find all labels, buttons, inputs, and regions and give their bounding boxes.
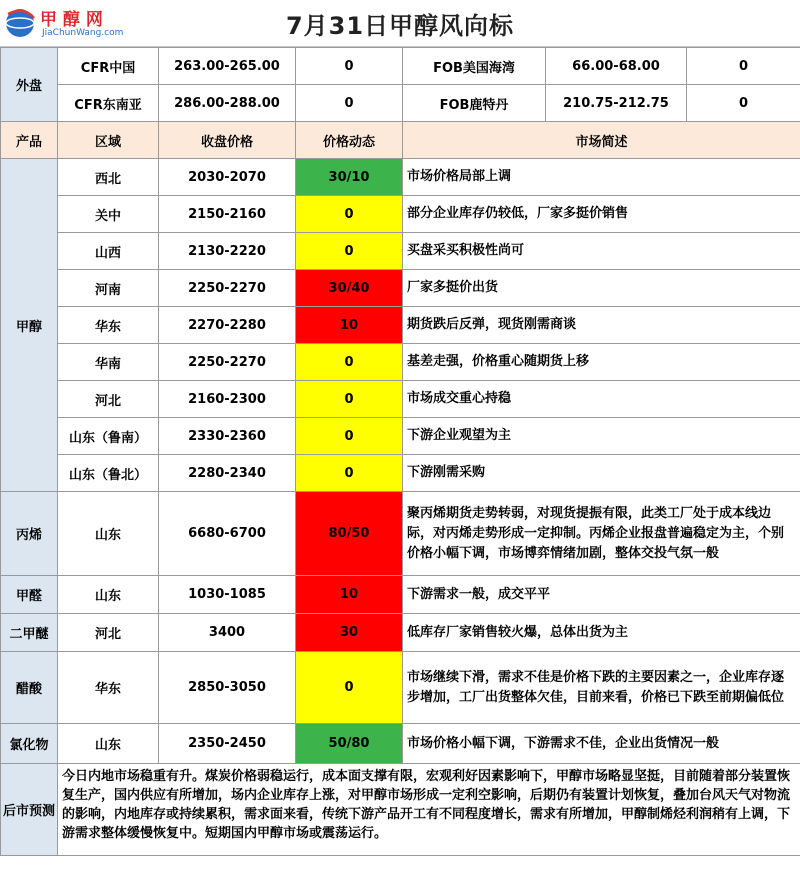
- market-description: 聚丙烯期货走势转弱，对现货提振有限，此类工厂处于成本线边际，对丙烯走势形成一定抑制。丙烯企业报盘普遍稳定为主，个别价格小幅下调，市场博弈情绪加剧，整体交投气氛一般: [403, 492, 800, 576]
- market-description: 下游企业观望为主: [403, 418, 800, 455]
- market-description: 市场价格局部上调: [403, 159, 800, 196]
- header-region: 区域: [58, 122, 159, 159]
- forecast-label: 后市预测: [1, 764, 58, 856]
- region: 河南: [58, 270, 159, 307]
- price-change: 30: [296, 614, 403, 652]
- region: 河北: [58, 381, 159, 418]
- region: 华南: [58, 344, 159, 381]
- closing-price: 3400: [159, 614, 296, 652]
- market-description: 下游刚需采购: [403, 455, 800, 492]
- closing-price: 2330-2360: [159, 418, 296, 455]
- price-change: 0: [296, 196, 403, 233]
- product-label: 二甲醚: [1, 614, 58, 652]
- forecast-row: [1, 764, 800, 856]
- price-change: 30/40: [296, 270, 403, 307]
- product-label: 甲醛: [1, 576, 58, 614]
- market-change: 0: [296, 48, 403, 85]
- price-change: 0: [296, 381, 403, 418]
- region: 华东: [58, 652, 159, 724]
- methanol-row: [1, 418, 800, 455]
- price-change: 80/50: [296, 492, 403, 576]
- closing-price: 1030-1085: [159, 576, 296, 614]
- header-price: 收盘价格: [159, 122, 296, 159]
- market-price: 286.00-288.00: [159, 85, 296, 122]
- price-change: 10: [296, 576, 403, 614]
- market-change: 0: [687, 85, 800, 122]
- region: 山东: [58, 724, 159, 764]
- closing-price: 2130-2220: [159, 233, 296, 270]
- market-description: 厂家多挺价出货: [403, 270, 800, 307]
- table-header-row: [1, 122, 800, 159]
- closing-price: 2250-2270: [159, 344, 296, 381]
- market-name: FOB美国海湾: [403, 48, 546, 85]
- product-row: [1, 614, 800, 652]
- region: 关中: [58, 196, 159, 233]
- methanol-row: [1, 344, 800, 381]
- closing-price: 2250-2270: [159, 270, 296, 307]
- external-market-row: [1, 85, 800, 122]
- page-title: 7月31日甲醇风向标: [285, 12, 515, 40]
- price-change: 30/10: [296, 159, 403, 196]
- market-description: 市场成交重心持稳: [403, 381, 800, 418]
- closing-price: 2160-2300: [159, 381, 296, 418]
- region: 西北: [58, 159, 159, 196]
- region: 华东: [58, 307, 159, 344]
- product-label: 氯化物: [1, 724, 58, 764]
- market-price: 210.75-212.75: [546, 85, 687, 122]
- page-header: [0, 0, 800, 47]
- header-product: 产品: [1, 122, 58, 159]
- market-name: FOB鹿特丹: [403, 85, 546, 122]
- product-row: [1, 492, 800, 576]
- closing-price: 2280-2340: [159, 455, 296, 492]
- price-change: 0: [296, 418, 403, 455]
- region: 山西: [58, 233, 159, 270]
- market-description: 市场价格小幅下调，下游需求不佳，企业出货情况一般: [403, 724, 800, 764]
- closing-price: 2350-2450: [159, 724, 296, 764]
- forecast-text: 今日内地市场稳重有升。煤炭价格弱稳运行，成本面支撑有限，宏观利好因素影响下，甲醇市场略显坚挺，目前随着部分装置恢复生产，国内供应有所增加，场内企业库存上涨，对甲醇市场形成一定利空影响，后期仍有装置计划恢复，叠加台风天气对物流的影响，内地库存或持续累积，需求面来看，传统下游产品开工有不同程度增长，需求有所增加，甲醇制烯烃利润稍有上调，下游需求整体缓慢恢复中。短期国内甲醇市场或震荡运行。: [58, 764, 800, 856]
- market-description: 基差走强，价格重心随期货上移: [403, 344, 800, 381]
- closing-price: 2150-2160: [159, 196, 296, 233]
- market-change: 0: [296, 85, 403, 122]
- price-change: 50/80: [296, 724, 403, 764]
- price-change: 10: [296, 307, 403, 344]
- market-description: 低库存厂家销售较火爆，总体出货为主: [403, 614, 800, 652]
- price-change: 0: [296, 455, 403, 492]
- price-change: 0: [296, 233, 403, 270]
- logo-text: 甲 醇 网: [40, 10, 103, 30]
- closing-price: 2850-3050: [159, 652, 296, 724]
- product-row: [1, 724, 800, 764]
- external-market-row: [1, 48, 800, 85]
- market-name: CFR东南亚: [58, 85, 159, 122]
- methanol-row: [1, 455, 800, 492]
- price-change: 0: [296, 652, 403, 724]
- region: 山东: [58, 576, 159, 614]
- product-row: [1, 576, 800, 614]
- logo-url: JiaChunWang.com: [42, 28, 124, 38]
- closing-price: 6680-6700: [159, 492, 296, 576]
- market-price: 263.00-265.00: [159, 48, 296, 85]
- market-price: 66.00-68.00: [546, 48, 687, 85]
- product-label: 甲醇: [1, 159, 58, 492]
- region: 山东: [58, 492, 159, 576]
- closing-price: 2270-2280: [159, 307, 296, 344]
- methanol-row: [1, 307, 800, 344]
- closing-price: 2030-2070: [159, 159, 296, 196]
- market-description: 部分企业库存仍较低，厂家多挺价销售: [403, 196, 800, 233]
- methanol-row: [1, 233, 800, 270]
- methanol-row: [1, 196, 800, 233]
- price-change: 0: [296, 344, 403, 381]
- market-description: 市场继续下滑，需求不佳是价格下跌的主要因素之一，企业库存逐步增加，工厂出货整体欠佳，目前来看，价格已下跌至前期偏低位: [403, 652, 800, 724]
- region: 山东（鲁北）: [58, 455, 159, 492]
- product-label: 丙烯: [1, 492, 58, 576]
- header-description: 市场简述: [403, 122, 800, 159]
- methanol-row: [1, 381, 800, 418]
- product-label: 醋酸: [1, 652, 58, 724]
- market-description: 期货跌后反弹，现货刚需商谈: [403, 307, 800, 344]
- methanol-indicator-table: [0, 47, 800, 856]
- category-label: 外盘: [1, 48, 58, 122]
- product-row: [1, 652, 800, 724]
- methanol-row: [1, 159, 800, 196]
- market-description: 买盘采买积极性尚可: [403, 233, 800, 270]
- region: 河北: [58, 614, 159, 652]
- region: 山东（鲁南）: [58, 418, 159, 455]
- market-name: CFR中国: [58, 48, 159, 85]
- market-description: 下游需求一般，成交平平: [403, 576, 800, 614]
- methanol-row: [1, 270, 800, 307]
- market-change: 0: [687, 48, 800, 85]
- header-change: 价格动态: [296, 122, 403, 159]
